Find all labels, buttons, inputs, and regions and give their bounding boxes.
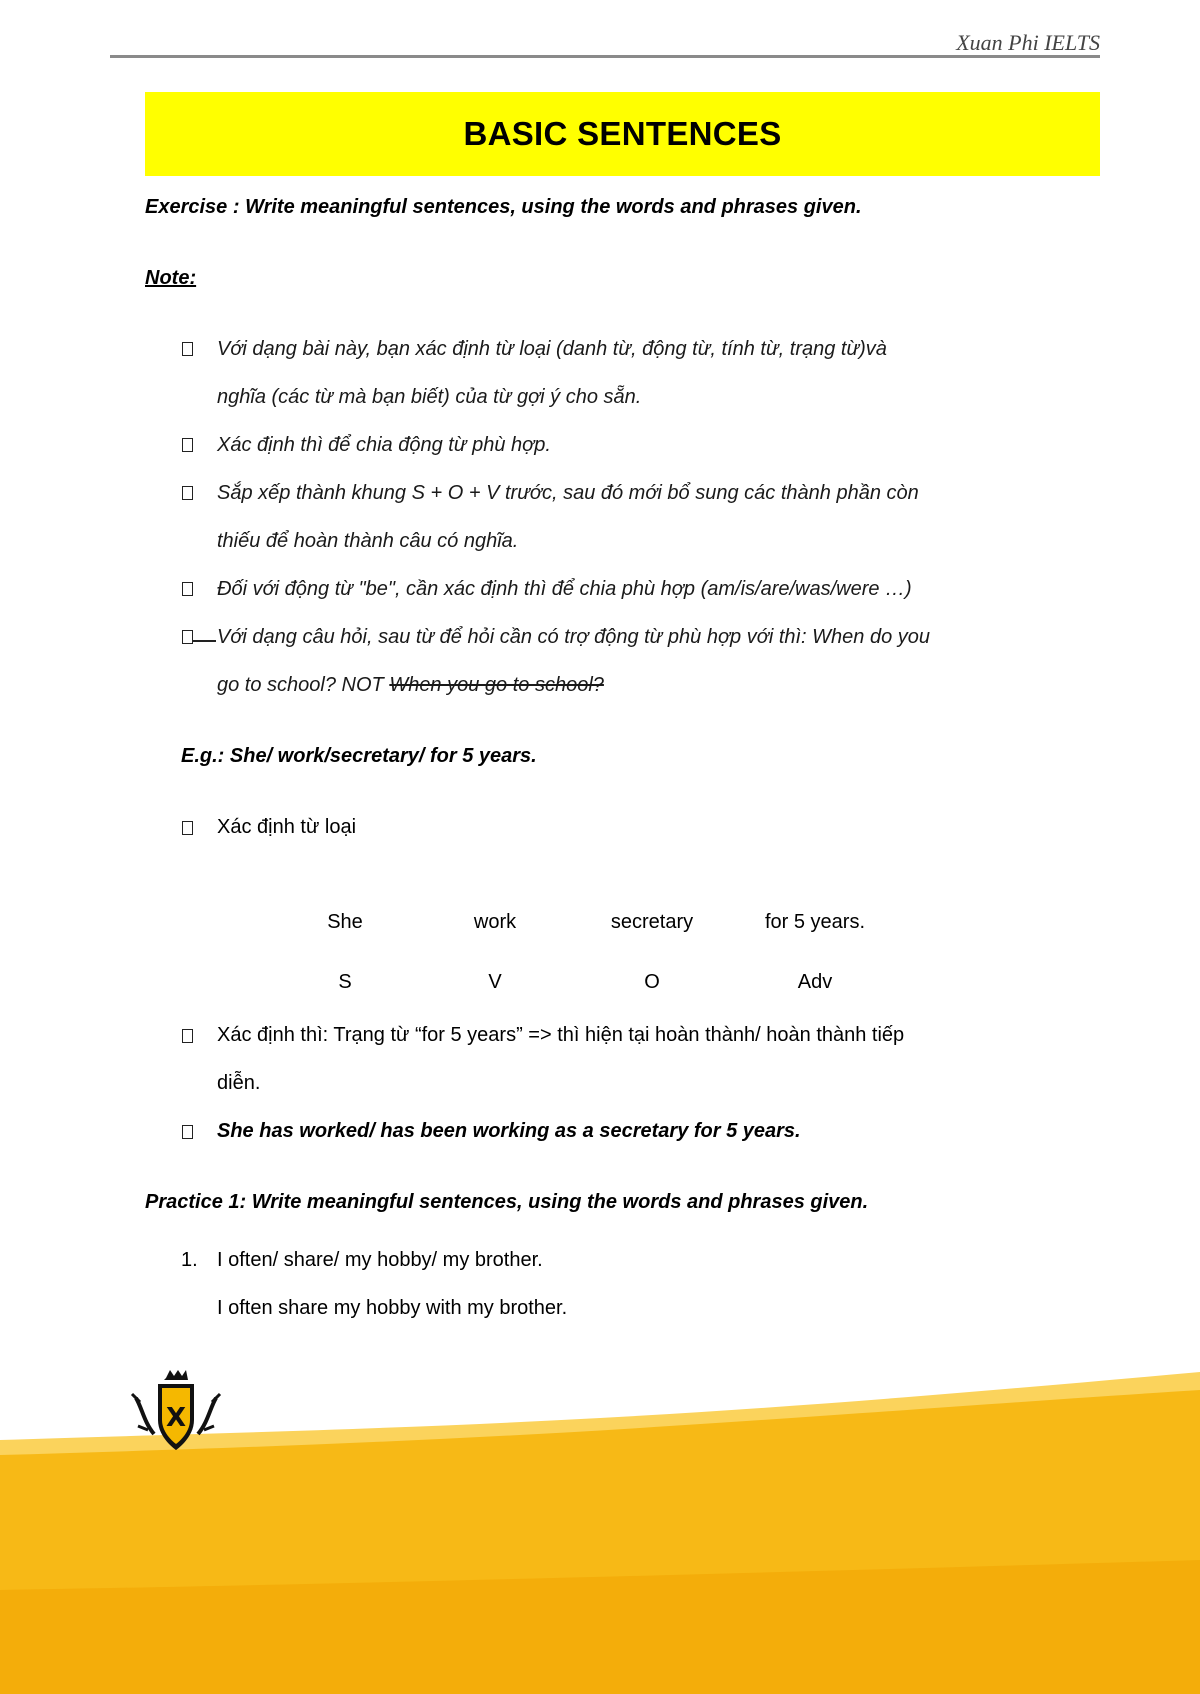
practice-item-number: 1.	[181, 1249, 198, 1271]
practice-label: Practice 1: Write meaningful sentences, using the words and phrases given.	[145, 1191, 869, 1213]
example-role: S	[338, 971, 352, 993]
example-role: Adv	[797, 971, 833, 993]
note-1-line-1: Với dạng bài này, bạn xác định từ loại (danh từ, động từ, tính từ, trạng từ)và	[217, 338, 887, 360]
logo-letter: X	[165, 1403, 187, 1433]
note-label: Note:	[145, 267, 197, 289]
example-step-2-line-1: Xác định thì: Trạng từ “for 5 years” => thì hiện tại hoàn thành/ hoàn thành tiếp	[217, 1024, 905, 1046]
note-5-line-2	[217, 674, 604, 697]
bullet-icon	[182, 1125, 193, 1144]
note-5-line-1: Với dạng câu hỏi, sau từ để hỏi cần có trợ động từ phù hợp với thì: When do you	[217, 626, 931, 648]
bullet-icon	[182, 486, 193, 505]
example-word: She	[327, 911, 363, 933]
bullet-icon	[182, 821, 193, 840]
note-1-line-2: nghĩa (các từ mà bạn biết) của từ gợi ý cho sẵn.	[217, 386, 642, 408]
header-rule	[110, 55, 1100, 58]
practice-item-prompt: I often/ share/ my hobby/ my brother.	[217, 1249, 543, 1271]
bullet-icon	[182, 582, 193, 601]
example-step-1: Xác định từ loại	[217, 816, 357, 838]
bullet-icon	[182, 438, 193, 457]
crest-logo-icon	[128, 1368, 224, 1460]
example-role: V	[488, 971, 502, 993]
note-5-correct: go to school? NOT	[217, 674, 390, 696]
bullet-icon	[182, 342, 193, 361]
example-word: for 5 years.	[764, 911, 866, 933]
example-label: E.g.: She/ work/secretary/ for 5 years.	[181, 745, 537, 767]
example-role: O	[644, 971, 660, 993]
page-title: BASIC SENTENCES	[463, 115, 782, 152]
note-4-line-1: Đối với động từ "be", cần xác định thì để chia phù hợp (am/is/are/was/were …)	[217, 578, 912, 600]
example-word: work	[473, 911, 517, 933]
note-3-line-2: thiếu để hoàn thành câu có nghĩa.	[217, 530, 519, 552]
title-band	[145, 92, 1100, 176]
note-2-line-1: Xác định thì để chia động từ phù hợp.	[217, 434, 551, 456]
practice-item-answer: I often share my hobby with my brother.	[217, 1297, 568, 1319]
example-answer: She has worked/ has been working as a secretary for 5 years.	[217, 1120, 801, 1142]
example-step-2-line-2: diễn.	[217, 1072, 261, 1094]
header-brand: Xuan Phi IELTS	[956, 30, 1100, 55]
exercise-instruction: Exercise : Write meaningful sentences, using the words and phrases given.	[145, 196, 862, 218]
bullet-strike-line	[192, 640, 216, 642]
example-word: secretary	[610, 911, 694, 933]
note-3-line-1: Sắp xếp thành khung S + O + V trước, sau đó mới bổ sung các thành phần còn	[217, 482, 919, 504]
note-5-wrong: When you go to school?	[389, 674, 604, 696]
bullet-icon	[182, 1029, 193, 1048]
